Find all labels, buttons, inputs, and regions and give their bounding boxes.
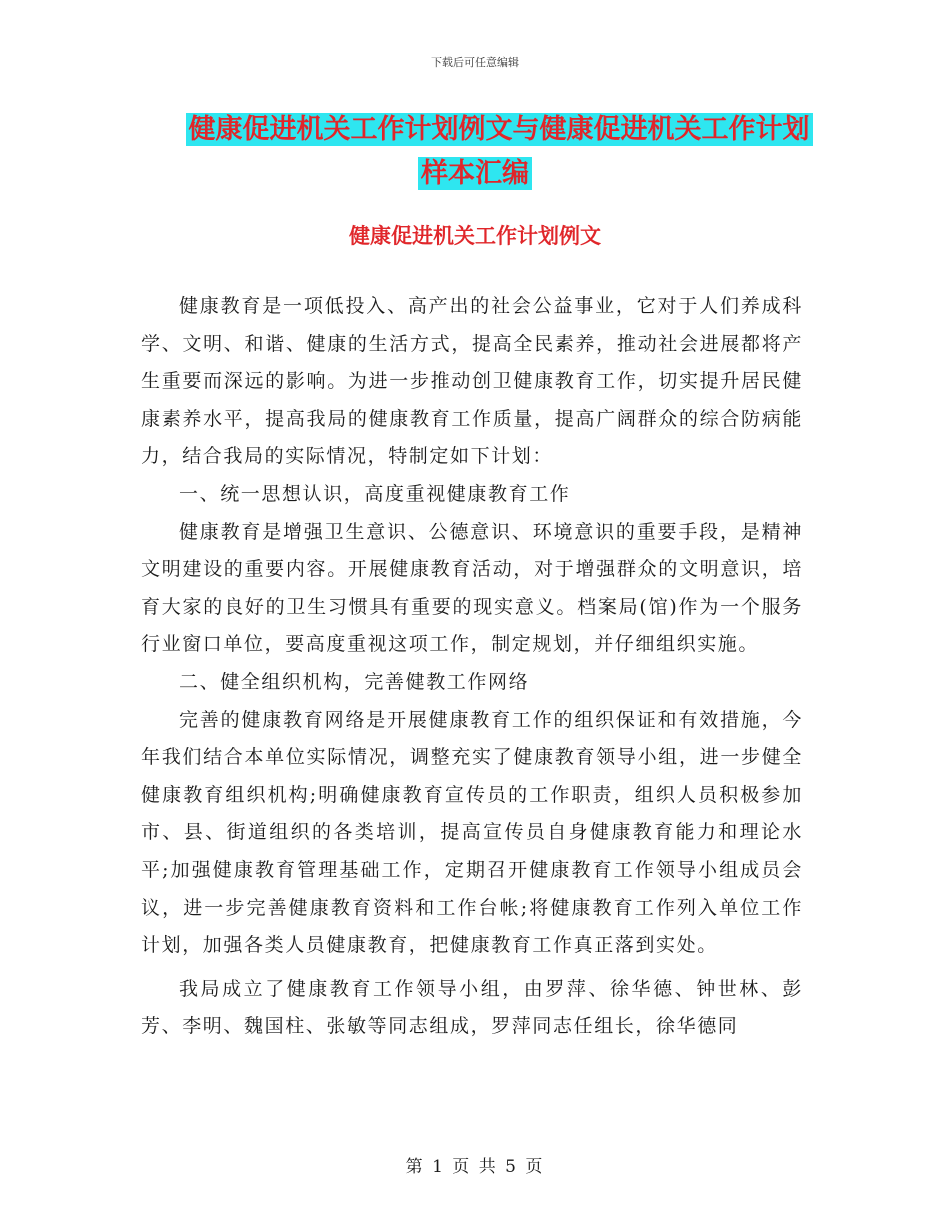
page-footer: 第 1 页 共 5 页: [405, 1157, 545, 1177]
document-title-line-2: 样本汇编: [418, 157, 532, 190]
section-title: 健康促进机关工作计划例文: [349, 224, 601, 248]
heading-item-1: 一、统一思想认识，高度重视健康教育工作: [179, 482, 571, 505]
header-note: 下载后可任意编辑: [431, 56, 519, 69]
document-title: [0, 108, 950, 196]
paragraph-intro: 健康教育是一项低投入、高产出的社会公益事业，它对于人们养成科学、文明、和谐、健康的生活方式，提高全民素养，推动社会进展都将产生重要而深远的影响。为进一步推动创卫健康教育工作，切实提升居民健康素养水平，提高我局的健康教育工作质量，提高广阔群众的综合防病能力，结合我局的实际情况，特制定如下计划：: [141, 295, 803, 468]
paragraph-item-2: 完善的健康教育网络是开展健康教育工作的组织保证和有效措施，今年我们结合本单位实际情况，调整充实了健康教育领导小组，进一步健全健康教育组织机构;明确健康教育宣传员的工作职责，组织人员积极参加市、县、街道组织的各类培训，提高宣传员自身健康教育能力和理论水平;加强健康教育管理基础工作，定期召开健康教育工作领导小组成员会议，进一步完善健康教育资料和工作台帐;将健康教育工作列入单位工作计划，加强各类人员健康教育，把健康教育工作真正落到实处。: [141, 708, 803, 957]
paragraph-group: 我局成立了健康教育工作领导小组，由罗萍、徐华德、钟世林、彭芳、李明、魏国柱、张敏等同志组成，罗萍同志任组长，徐华德同: [141, 977, 803, 1038]
document-title-line-1: 健康促进机关工作计划例文与健康促进机关工作计划: [186, 113, 813, 146]
body-text: [141, 288, 803, 1046]
paragraph-item-1: 健康教育是增强卫生意识、公德意识、环境意识的重要手段，是精神文明建设的重要内容。开展健康教育活动，对于增强群众的文明意识，培育大家的良好的卫生习惯具有重要的现实意义。档案局(馆)作为一个服务行业窗口单位，要高度重视这项工作，制定规划，并仔细组织实施。: [141, 520, 803, 656]
heading-item-2: 二、健全组织机构，完善健教工作网络: [179, 670, 530, 693]
